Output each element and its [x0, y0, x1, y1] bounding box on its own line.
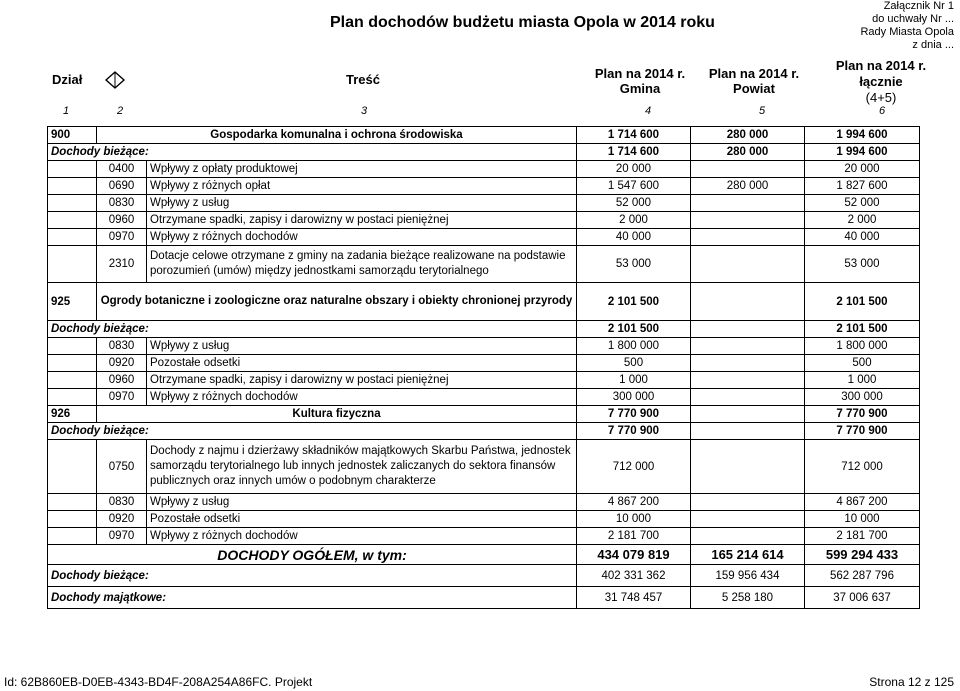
item-label: Otrzymane spadki, zapisy i darowizny w postaci pieniężnej	[147, 372, 577, 389]
item-label: Wpływy z różnych opłat	[147, 178, 577, 195]
group-label: Dochody bieżące:	[48, 144, 577, 161]
value-total: 500	[805, 355, 920, 372]
value-powiat	[691, 372, 805, 389]
empty-cell	[48, 528, 97, 545]
value-total: 40 000	[805, 229, 920, 246]
item-label: Wpływy z usług	[147, 195, 577, 212]
table-row	[48, 321, 920, 338]
table-row	[48, 406, 920, 423]
value-gmina: 1 000	[577, 372, 691, 389]
table-row	[48, 511, 920, 528]
item-label: Wpływy z usług	[147, 494, 577, 511]
value-powiat: 280 000	[691, 178, 805, 195]
value-total: 53 000	[805, 246, 920, 283]
header-lacznie: Plan na 2014 r. łącznie (4+5)	[835, 58, 927, 105]
table-row	[48, 565, 920, 587]
value-total: 562 287 796	[805, 565, 920, 587]
value-gmina: 300 000	[577, 389, 691, 406]
section-label: Ogrody botaniczne i zoologiczne oraz naturalne obszary i obiekty chronionej przyrody	[97, 283, 577, 321]
value-total: 10 000	[805, 511, 920, 528]
empty-cell	[48, 372, 97, 389]
budget-table	[47, 126, 920, 609]
value-total: 4 867 200	[805, 494, 920, 511]
item-label: Wpływy z opłaty produktowej	[147, 161, 577, 178]
section-code: 900	[48, 127, 97, 144]
table-row	[48, 246, 920, 283]
column-numbers: 1 2 3 4 5 6	[63, 105, 886, 117]
value-total: 1 800 000	[805, 338, 920, 355]
empty-cell	[48, 212, 97, 229]
item-code: 0920	[97, 511, 147, 528]
value-powiat	[691, 283, 805, 321]
page-title: Plan dochodów budżetu miasta Opola w 2014 roku	[330, 14, 715, 31]
value-total: 300 000	[805, 389, 920, 406]
table-row	[48, 389, 920, 406]
item-code: 0830	[97, 338, 147, 355]
value-total: 1 827 600	[805, 178, 920, 195]
item-code: 0400	[97, 161, 147, 178]
table-row	[48, 545, 920, 565]
section-label: Kultura fizyczna	[97, 406, 577, 423]
value-total: 1 994 600	[805, 144, 920, 161]
value-powiat	[691, 229, 805, 246]
table-row	[48, 423, 920, 440]
value-total: 1 000	[805, 372, 920, 389]
value-total: 2 000	[805, 212, 920, 229]
pilcrow-icon	[104, 70, 126, 95]
value-powiat	[691, 355, 805, 372]
value-powiat	[691, 212, 805, 229]
value-gmina: 500	[577, 355, 691, 372]
table-row	[48, 212, 920, 229]
header-gmina: Plan na 2014 r. Gmina	[594, 66, 686, 96]
table-row	[48, 587, 920, 609]
value-gmina: 712 000	[577, 440, 691, 494]
value-total: 2 101 500	[805, 321, 920, 338]
item-code: 0690	[97, 178, 147, 195]
item-label: Pozostałe odsetki	[147, 511, 577, 528]
value-gmina: 7 770 900	[577, 406, 691, 423]
value-powiat	[691, 246, 805, 283]
item-code: 0920	[97, 355, 147, 372]
group-label: Dochody bieżące:	[48, 321, 577, 338]
value-powiat	[691, 195, 805, 212]
value-total: 712 000	[805, 440, 920, 494]
value-powiat	[691, 511, 805, 528]
value-gmina: 1 714 600	[577, 127, 691, 144]
value-total: 2 181 700	[805, 528, 920, 545]
value-powiat	[691, 338, 805, 355]
value-gmina: 40 000	[577, 229, 691, 246]
item-label: Wpływy z różnych dochodów	[147, 528, 577, 545]
value-gmina: 2 181 700	[577, 528, 691, 545]
header-tresc: Treść	[346, 72, 380, 87]
table-row	[48, 127, 920, 144]
empty-cell	[48, 161, 97, 178]
value-powiat: 280 000	[691, 144, 805, 161]
value-gmina: 7 770 900	[577, 423, 691, 440]
value-gmina: 4 867 200	[577, 494, 691, 511]
value-gmina: 52 000	[577, 195, 691, 212]
table-row	[48, 229, 920, 246]
item-code: 0970	[97, 528, 147, 545]
value-powiat: 280 000	[691, 127, 805, 144]
group-label: Dochody majątkowe:	[48, 587, 577, 609]
table-row	[48, 338, 920, 355]
section-code: 925	[48, 283, 97, 321]
value-gmina: 2 000	[577, 212, 691, 229]
page-number: Strona 12 z 125	[869, 675, 954, 689]
item-code: 0960	[97, 372, 147, 389]
header-powiat: Plan na 2014 r. Powiat	[708, 66, 800, 96]
annex-note: Załącznik Nr 1 do uchwały Nr ... Rady Miasta Opola z dnia ...	[860, 0, 954, 51]
section-code: 926	[48, 406, 97, 423]
value-powiat	[691, 321, 805, 338]
table-row	[48, 283, 920, 321]
value-total: 2 101 500	[805, 283, 920, 321]
table-row	[48, 178, 920, 195]
empty-cell	[48, 338, 97, 355]
value-powiat	[691, 161, 805, 178]
item-label: Wpływy z usług	[147, 338, 577, 355]
empty-cell	[48, 195, 97, 212]
empty-cell	[48, 355, 97, 372]
table-row	[48, 372, 920, 389]
item-code: 0750	[97, 440, 147, 494]
group-label: Dochody bieżące:	[48, 565, 577, 587]
value-powiat	[691, 423, 805, 440]
empty-cell	[48, 246, 97, 283]
empty-cell	[48, 389, 97, 406]
table-row	[48, 144, 920, 161]
value-powiat	[691, 389, 805, 406]
table-row	[48, 161, 920, 178]
value-gmina: 31 748 457	[577, 587, 691, 609]
item-code: 0970	[97, 229, 147, 246]
item-label: Dochody z najmu i dzierżawy składników majątkowych Skarbu Państwa, jednostek samorządu terytorialnego lub innych jednostek zaliczanych do sektora finansów publicznych oraz innych umów o podobnym charakterze	[147, 440, 577, 494]
value-powiat	[691, 528, 805, 545]
item-code: 0970	[97, 389, 147, 406]
value-gmina: 1 547 600	[577, 178, 691, 195]
value-powiat	[691, 494, 805, 511]
item-code: 0830	[97, 195, 147, 212]
empty-cell	[48, 494, 97, 511]
value-gmina: 434 079 819	[577, 545, 691, 565]
grand-total-label: DOCHODY OGÓŁEM, w tym:	[48, 545, 577, 565]
group-label: Dochody bieżące:	[48, 423, 577, 440]
item-label: Otrzymane spadki, zapisy i darowizny w postaci pieniężnej	[147, 212, 577, 229]
item-label: Wpływy z różnych dochodów	[147, 229, 577, 246]
table-row	[48, 355, 920, 372]
value-powiat	[691, 406, 805, 423]
value-total: 7 770 900	[805, 406, 920, 423]
table-row	[48, 195, 920, 212]
value-gmina: 20 000	[577, 161, 691, 178]
document-id: Id: 62B860EB-D0EB-4343-BD4F-208A254A86FC. Projekt	[4, 675, 313, 689]
value-total: 599 294 433	[805, 545, 920, 565]
value-total: 1 994 600	[805, 127, 920, 144]
empty-cell	[48, 440, 97, 494]
item-label: Pozostałe odsetki	[147, 355, 577, 372]
item-code: 0830	[97, 494, 147, 511]
item-label: Dotacje celowe otrzymane z gminy na zadania bieżące realizowane na podstawie porozumień (umów) między jednostkami samorządu terytorialnego	[147, 246, 577, 283]
table-row	[48, 440, 920, 494]
section-label: Gospodarka komunalna i ochrona środowiska	[97, 127, 577, 144]
item-code: 2310	[97, 246, 147, 283]
value-gmina: 1 714 600	[577, 144, 691, 161]
empty-cell	[48, 229, 97, 246]
value-powiat	[691, 440, 805, 494]
value-gmina: 1 800 000	[577, 338, 691, 355]
item-code: 0960	[97, 212, 147, 229]
value-total: 20 000	[805, 161, 920, 178]
value-powiat: 159 956 434	[691, 565, 805, 587]
value-powiat: 165 214 614	[691, 545, 805, 565]
item-label: Wpływy z różnych dochodów	[147, 389, 577, 406]
empty-cell	[48, 178, 97, 195]
value-powiat: 5 258 180	[691, 587, 805, 609]
value-gmina: 10 000	[577, 511, 691, 528]
value-gmina: 53 000	[577, 246, 691, 283]
value-total: 37 006 637	[805, 587, 920, 609]
table-row	[48, 494, 920, 511]
header-dzial: Dział	[52, 72, 83, 87]
value-gmina: 2 101 500	[577, 283, 691, 321]
value-total: 7 770 900	[805, 423, 920, 440]
empty-cell	[48, 511, 97, 528]
value-gmina: 402 331 362	[577, 565, 691, 587]
value-total: 52 000	[805, 195, 920, 212]
table-row	[48, 528, 920, 545]
value-gmina: 2 101 500	[577, 321, 691, 338]
